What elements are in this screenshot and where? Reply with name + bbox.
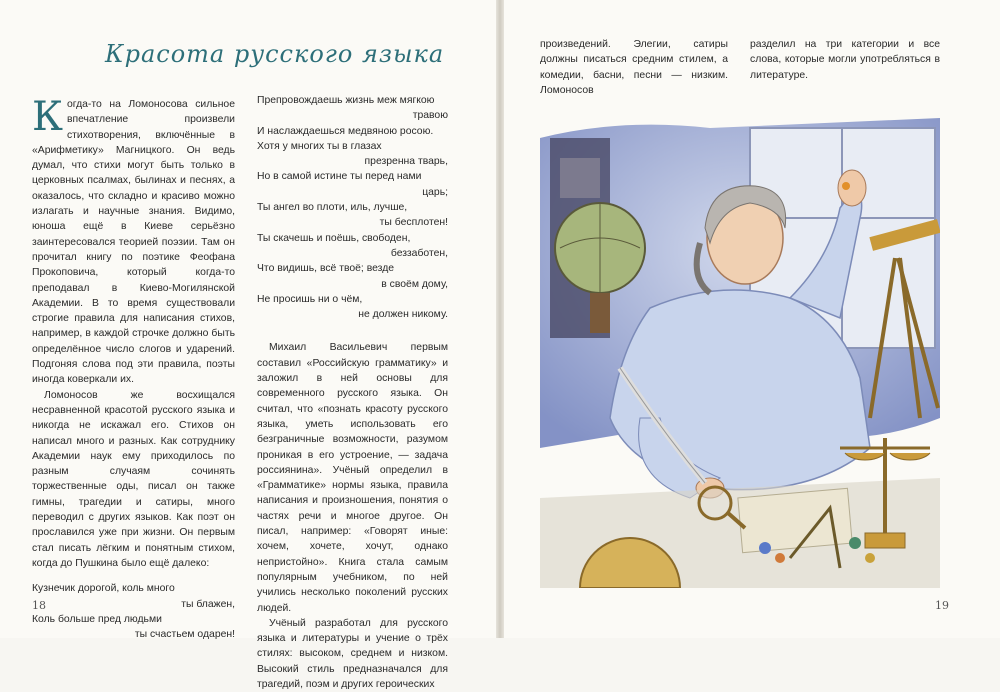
verse-line: И наслаждаешься медвяною росою. — [257, 125, 434, 137]
verse-line: Что видишь, всё твоё; везде — [257, 263, 395, 275]
paragraph — [32, 94, 235, 388]
verse-line-end: в своём дому, — [381, 278, 448, 290]
paragraph: Учёный разработал для русского языка и литературы и учение о трёх стилях: высоком, среднем и низком. Высокий стиль предназначался для трагедий, поэм и других героических — [257, 617, 448, 690]
text-column-3 — [540, 37, 728, 98]
text-column-2 — [257, 93, 448, 692]
verse-line: Кузнечик дорогой, коль много — [32, 583, 175, 595]
page-number-right: 19 — [935, 599, 949, 612]
verse-line: Ты ангел во плоти, иль, лучше, — [257, 202, 408, 214]
page-title: Красота русского языка — [105, 40, 445, 68]
verse-line: Ты скачешь и поёшь, свободен, — [257, 232, 411, 244]
verse-line-end: травою — [412, 110, 448, 122]
verse-line: Но в самой истине ты перед нами — [257, 171, 422, 183]
verse-line: Не просишь ни о чём, — [257, 293, 363, 305]
verse-line-end: царь; — [422, 186, 448, 198]
poem-verse — [32, 581, 235, 642]
illustration-lomonosov — [540, 118, 940, 588]
verse-line-end: не должен никому. — [358, 309, 448, 321]
paragraph: произведений. Элегии, сатиры должны писаться средним стилем, а комедии, басни, песни — низким. Ломоносов — [540, 39, 728, 96]
paragraph: Михаил Васильевич первым составил «Российскую грамматику» и заложил в ней основы для современного русского языка. Он считал, что «познать красоту русского языка, уметь использовать его безграничные возможности, разумом проникая в его устроение, — задача россиянина». Учёный определил в «Грамматике» нормы языка, правила написания и произношения, понятия о частях речи и многое другое. Он писал, например: «Говорят иные: хочем, хочете, хочут, однако непристойно». Книга стала самым популярным учебником, по ней учились несколько поколений русских людей. — [257, 342, 448, 614]
verse-line-end: ты блажен, — [181, 598, 235, 610]
drop-cap: К — [32, 94, 63, 140]
verse-line: Препровождаешь жизнь меж мягкою — [257, 95, 435, 106]
verse-line-end: беззаботен, — [390, 247, 448, 259]
verse-line-end: ты счастьем одарен! — [134, 629, 235, 641]
page-number-left: 18 — [32, 599, 46, 612]
poem-verse — [257, 93, 448, 322]
verse-line-end: ты бесплотен! — [379, 217, 448, 229]
amber-stone — [842, 182, 850, 190]
book-gutter — [496, 0, 504, 638]
verse-line-end: презренна тварь, — [364, 156, 448, 168]
text-column-1 — [32, 94, 235, 642]
paragraph: Ломоносов же восхищался несравненной красотой русского языка и никогда не искажал его. Стихов он написал много и разных. Как сотруднику Академии наук ему приходилось по разным случаям сочинять торжественные оды, писал он также гимны, трагедии и сатиры, много переводил с других языков. Как поэт он прославился уже при жизни. Он первым стал писать лёгким и понятным стихом, когда до Пушкина было ещё далеко: — [32, 389, 235, 569]
text-column-4 — [750, 37, 940, 83]
paragraph: разделил на три категории и все слова, которые могли употребляться в литературе. — [750, 39, 940, 81]
verse-line: Хотя у многих ты в глазах — [257, 140, 382, 152]
paragraph-text: огда-то на Ломоносова сильное впечатление произвели стихотворения, включённые в «Арифметику» Магницкого. Он ведь думал, что стихи могут быть только в церковных псалмах, былинах и песнях, а оказалось, что складно и красиво можно излагать и научные знания. Видимо, юноша ещё в Киеве серьёзно заинтересовался теорией поэзии. Там он прочитал книгу по поэтике Феофана Прокоповича, который когда-то преподавал в Киево-Могилянской Академии. В то время существовали строгие правила для написания стихов, например, в каждой строчке должно быть определённое число слогов и ударений. Подгоняя слова под эти правила, поэты иногда коверкали их. — [32, 99, 235, 386]
verse-line: Коль больше пред людьми — [32, 613, 162, 625]
